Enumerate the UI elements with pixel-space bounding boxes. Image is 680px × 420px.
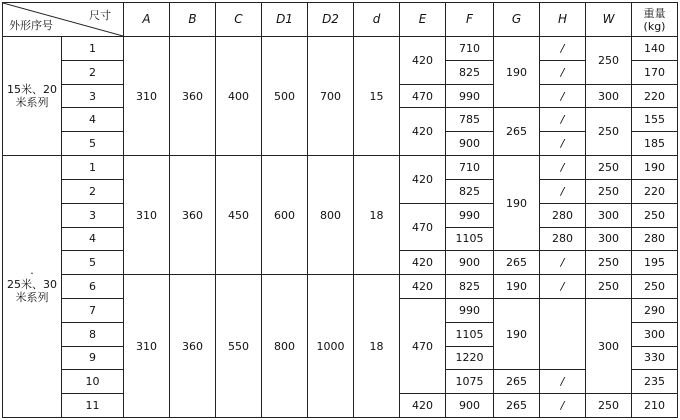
header-row: [3, 3, 678, 37]
cell-c: 450: [216, 156, 262, 275]
series-1-label: [3, 37, 62, 156]
row-number: 9: [62, 346, 124, 370]
cell-h: /: [540, 84, 586, 108]
cell-w: 250: [586, 156, 632, 180]
row-number: 5: [62, 132, 124, 156]
cell-g: 265: [494, 251, 540, 275]
cell-f: 900: [446, 132, 494, 156]
col-e-header: E: [400, 3, 446, 37]
cell-w: 250: [586, 37, 632, 85]
cell-f: 990: [446, 298, 494, 322]
cell-w: 300: [586, 84, 632, 108]
cell-b: 360: [170, 275, 216, 418]
row-number: 7: [62, 298, 124, 322]
cell-b: 360: [170, 37, 216, 156]
row-number: 10: [62, 370, 124, 394]
cell-d2: 800: [308, 156, 354, 275]
cell-d1: 600: [262, 156, 308, 275]
cell-weight: 220: [632, 179, 678, 203]
cell-weight: 300: [632, 322, 678, 346]
col-c-header: C: [216, 3, 262, 37]
cell-g: 265: [494, 370, 540, 394]
row-number: 4: [62, 227, 124, 251]
cell-e: 420: [400, 156, 446, 204]
col-small-d-header: d: [354, 3, 400, 37]
cell-e: 420: [400, 275, 446, 299]
cell-f: 825: [446, 179, 494, 203]
cell-weight: 220: [632, 84, 678, 108]
cell-g: 265: [494, 394, 540, 418]
cell-f: 825: [446, 60, 494, 84]
row-number: 3: [62, 203, 124, 227]
cell-d2: 1000: [308, 275, 354, 418]
cell-d2: 700: [308, 37, 354, 156]
cell-e: 420: [400, 108, 446, 156]
cell-weight: 290: [632, 298, 678, 322]
cell-w: 250: [586, 179, 632, 203]
cell-h: /: [540, 37, 586, 61]
cell-f: 825: [446, 275, 494, 299]
cell-weight: 190: [632, 156, 678, 180]
cell-f: 900: [446, 394, 494, 418]
cell-weight: 250: [632, 275, 678, 299]
table-row: [3, 37, 678, 61]
weight-label: 重量: [643, 6, 666, 20]
cell-e: 420: [400, 251, 446, 275]
row-number: 2: [62, 60, 124, 84]
cell-h: /: [540, 251, 586, 275]
series-2-label-line1: 25米、30: [7, 277, 57, 291]
col-b-header: B: [170, 3, 216, 37]
cell-h: /: [540, 370, 586, 394]
cell-w: 300: [586, 227, 632, 251]
cell-e: 420: [400, 394, 446, 418]
cell-f: 1220: [446, 346, 494, 370]
cell-small-d: 15: [354, 37, 400, 156]
table-row: [3, 156, 678, 180]
cell-weight: 155: [632, 108, 678, 132]
series-2-label: [3, 156, 62, 418]
cell-f: 900: [446, 251, 494, 275]
cell-w: 300: [586, 203, 632, 227]
row-number: 1: [62, 37, 124, 61]
table-row: [3, 275, 678, 299]
cell-weight: 185: [632, 132, 678, 156]
cell-small-d: 18: [354, 156, 400, 275]
cell-h: /: [540, 132, 586, 156]
cell-f: 1075: [446, 370, 494, 394]
cell-h: 280: [540, 203, 586, 227]
weight-unit: (kg): [643, 19, 666, 33]
col-a-header: A: [124, 3, 170, 37]
cell-h: /: [540, 60, 586, 84]
cell-e: 470: [400, 298, 446, 393]
cell-weight: 235: [632, 370, 678, 394]
series-2-label-line2: 米系列: [15, 290, 49, 304]
row-number: 4: [62, 108, 124, 132]
cell-h: /: [540, 394, 586, 418]
cell-h: /: [540, 275, 586, 299]
row-number: 2: [62, 179, 124, 203]
cell-g: 265: [494, 108, 540, 156]
col-h-header: H: [540, 3, 586, 37]
cell-weight: 250: [632, 203, 678, 227]
cell-f: 710: [446, 37, 494, 61]
col-d1-header: D1: [262, 3, 308, 37]
cell-c: 400: [216, 37, 262, 156]
cell-w: 250: [586, 394, 632, 418]
row-number: 3: [62, 84, 124, 108]
cell-h: /: [540, 156, 586, 180]
cell-d1: 800: [262, 275, 308, 418]
cell-g: 190: [494, 298, 540, 369]
cell-w: 300: [586, 298, 632, 393]
cell-d1: 500: [262, 37, 308, 156]
cell-e: 470: [400, 84, 446, 108]
row-number: 1: [62, 156, 124, 180]
cell-h: [540, 298, 586, 369]
corner-header: [3, 3, 124, 37]
cell-weight: 280: [632, 227, 678, 251]
cell-g: 190: [494, 275, 540, 299]
corner-shape-no-label: 外形序号: [9, 19, 53, 32]
cell-small-d: 18: [354, 275, 400, 418]
cell-f: 710: [446, 156, 494, 180]
col-f-header: F: [446, 3, 494, 37]
row-number: 11: [62, 394, 124, 418]
cell-g: 190: [494, 156, 540, 251]
cell-weight: 170: [632, 60, 678, 84]
cell-h: /: [540, 108, 586, 132]
cell-w: 250: [586, 108, 632, 156]
cell-c: 550: [216, 275, 262, 418]
cell-weight: 330: [632, 346, 678, 370]
row-number: 5: [62, 251, 124, 275]
cell-f: 990: [446, 84, 494, 108]
col-weight-header: [632, 3, 678, 37]
cell-e: 470: [400, 203, 446, 251]
cell-w: 250: [586, 251, 632, 275]
series-2-dot: ·: [30, 266, 34, 280]
cell-f: 1105: [446, 322, 494, 346]
cell-g: 190: [494, 37, 540, 108]
cell-a: 310: [124, 156, 170, 275]
row-number: 8: [62, 322, 124, 346]
cell-a: 310: [124, 275, 170, 418]
cell-weight: 195: [632, 251, 678, 275]
series-1-label-line1: 15米、20: [7, 83, 57, 97]
row-number: 6: [62, 275, 124, 299]
cell-f: 990: [446, 203, 494, 227]
cell-e: 420: [400, 37, 446, 85]
col-g-header: G: [494, 3, 540, 37]
corner-size-label: 尺寸: [89, 9, 111, 22]
cell-h: /: [540, 179, 586, 203]
cell-f: 785: [446, 108, 494, 132]
cell-h: 280: [540, 227, 586, 251]
cell-weight: 210: [632, 394, 678, 418]
col-d2-header: D2: [308, 3, 354, 37]
cell-a: 310: [124, 37, 170, 156]
cell-w: 250: [586, 275, 632, 299]
cell-b: 360: [170, 156, 216, 275]
cell-f: 1105: [446, 227, 494, 251]
series-1-label-line2: 米系列: [15, 96, 49, 110]
col-w-header: W: [586, 3, 632, 37]
cell-weight: 140: [632, 37, 678, 61]
spec-table: [2, 2, 678, 418]
